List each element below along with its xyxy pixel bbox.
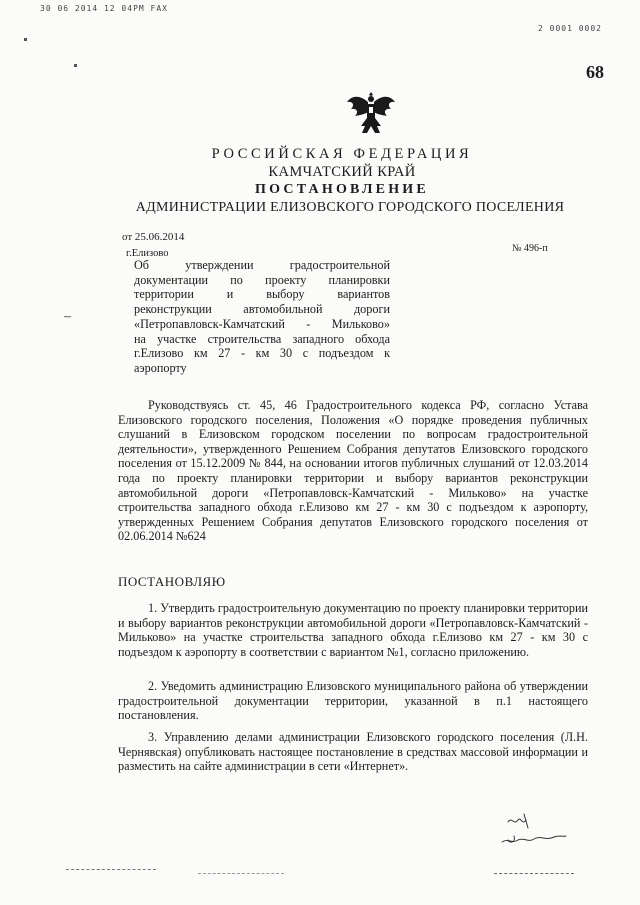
clause-2: 2. Уведомить администрацию Елизовского муниципального района об утверждении градостроительной документации территории, указанной в п.1 настоящего постановления. [118,679,588,723]
document-subject [134,258,390,376]
clause-3: 3. Управлению делами администрации Елизовского городского поселения (Л.Н. Чернявская) опубликовать настоящее постановление в средствах массовой информации и разместить на сайте администрации в сети «Интернет». [118,730,588,774]
bottom-scan-line [66,869,156,870]
header-authority: АДМИНИСТРАЦИИ ЕЛИЗОВСКОГО ГОРОДСКОГО ПОСЕЛЕНИЯ [135,200,565,215]
subject-line: аэропорту [134,360,187,375]
subject-line: Об утверждении градостроительной [134,258,390,272]
resolve-heading: ПОСТАНОВЛЯЮ [118,574,226,589]
margin-mark: – [64,309,71,324]
header-region: КАМЧАТСКИЙ КРАЙ [268,164,416,180]
header-country: РОССИЙСКАЯ ФЕДЕРАЦИЯ [211,146,473,162]
clause-1: 1. Утвердить градостроительную документацию по проекту планировки территории и выбору вариантов реконструкции автомобильной дороги «Петропавловск-Камчатский - Мильково» на участке строительства западного обхода г.Елизово км 27 - км 30 с подъездом к аэропорту в соответствии с вариантом №1, согласно приложению. [118,601,588,659]
document-place: г.Елизово [126,248,169,259]
preamble-paragraph: Руководствуясь ст. 45, 46 Градостроительного кодекса РФ, согласно Устава Елизовского городского поселения, Положения «О порядке проведения публичных слушаний в Елизовском городском поселении по вопросам градостроительной деятельности», утвержденного Решением Собрания депутатов Елизовского городского поселения от 15.12.2009 № 844, на основании итогов публичных слушаний от 12.03.2014 года по проекту планировки территории и выбору вариантов реконструкции автомобильной дороги «Петропавловск-Камчатский - Мильково» на участке строительства западного обхода г.Елизово км 27 - км 30 с подъездом к аэропорту, утвержденных Решением Собрания депутатов Елизовского городского поселения от 02.06.2014 №624 [118,398,588,544]
subject-line: на участке строительства западного обхода [134,331,390,346]
fax-header-left: 30 06 2014 12 04РМ FAX [40,4,168,13]
eagle-emblem-icon [345,88,397,138]
page-number: 68 [586,62,604,82]
scan-speck [24,38,27,41]
document-number: № 496-п [512,243,548,254]
fax-header-right: 2 0001 0002 [538,24,602,33]
document-date: от 25.06.2014 [122,231,185,243]
subject-line: реконструкции автомобильной дороги [134,302,390,317]
subject-line: территории и выбору вариантов [134,287,390,302]
bottom-scan-line [198,873,284,874]
handwritten-signature [494,808,574,856]
bottom-scan-line [494,873,574,874]
header-doc-type: ПОСТАНОВЛЕНИЕ [255,182,429,197]
subject-line: документации по проекту планировки [134,272,390,287]
subject-line: «Петропавловск-Камчатский - Мильково» [134,316,390,331]
scan-speck [74,64,77,67]
subject-line: г.Елизово км 27 - км 30 с подъездом к [134,346,390,361]
